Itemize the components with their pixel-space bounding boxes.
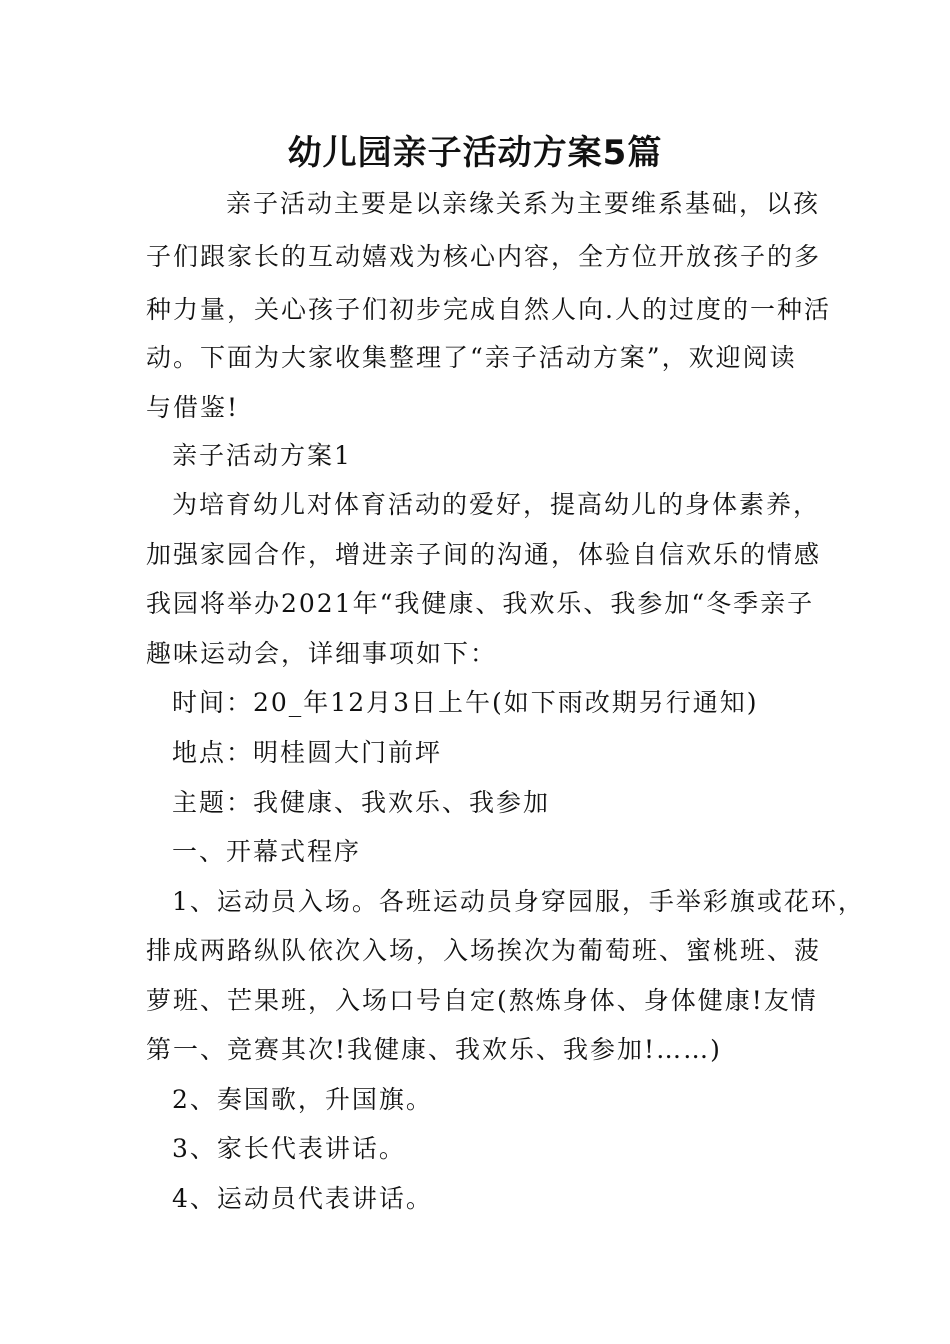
item1-line-1: 1、运动员入场。各班运动员身穿园服，手举彩旗或花环， [172,887,865,916]
intro-line-1: 亲子活动主要是以亲缘关系为主要维系基础，以孩 [226,189,821,218]
detail-time: 时间：20_年12月3日上午(如下雨改期另行通知) [172,688,759,717]
para1-line-3: 我园将举办2021年“我健康、我欢乐、我参加“冬季亲子 [146,589,815,618]
item1-line-4: 第一、竞赛其次!我健康、我欢乐、我参加!……) [146,1035,722,1064]
part-one-heading: 一、开幕式程序 [172,837,362,866]
item2: 2、奏国歌，升国旗。 [172,1085,433,1114]
intro-line-3: 种力量，关心孩子们初步完成自然人向.人的过度的一种活 [146,295,831,324]
document-title: 幼儿园亲子活动方案5篇 [287,133,663,173]
item3: 3、家长代表讲话。 [172,1134,406,1163]
para1-line-1: 为培育幼儿对体育活动的爱好，提高幼儿的身体素养， [172,490,821,519]
detail-place: 地点：明桂圆大门前坪 [172,738,443,767]
item4: 4、运动员代表讲话。 [172,1184,433,1213]
item1-line-3: 萝班、芒果班，入场口号自定(熬炼身体、身体健康!友情 [146,986,818,1015]
intro-line-5: 与借鉴! [146,393,240,422]
para1-line-2: 加强家园合作，增进亲子间的沟通，体验自信欢乐的情感 [146,540,822,569]
intro-line-4: 动。下面为大家收集整理了“亲子活动方案”，欢迎阅读 [146,343,797,372]
para1-line-4: 趣味运动会，详细事项如下： [146,639,498,668]
section-heading: 亲子活动方案1 [172,441,352,470]
intro-line-2: 子们跟家长的互动嬉戏为核心内容，全方位开放孩子的多 [146,242,822,271]
detail-theme: 主题：我健康、我欢乐、我参加 [172,788,551,817]
item1-line-2: 排成两路纵队依次入场，入场挨次为葡萄班、蜜桃班、菠 [146,936,822,965]
